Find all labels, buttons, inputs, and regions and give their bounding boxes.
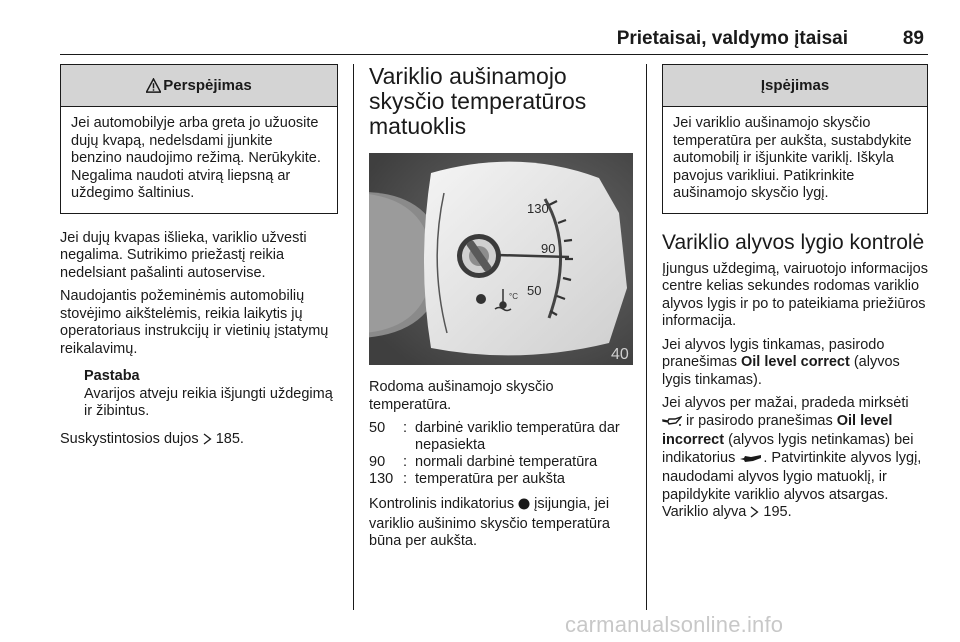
reference-lpg-text: Suskystintosios dujos	[60, 430, 199, 447]
gauge-label-50: 50	[527, 283, 542, 298]
spec-sep: :	[403, 420, 408, 436]
reference-lpg	[60, 431, 338, 451]
oil-incorrect-b: ir pasirodo pranešimas	[686, 412, 833, 429]
indicator-text-before: Kontrolinis indikatorius	[369, 496, 515, 512]
caution-box-heading: Įspėjimas	[663, 65, 927, 107]
oil-level-icon	[739, 452, 763, 470]
oil-incorrect-a: Jei alyvos per mažai, pradeda mirksėti	[662, 395, 909, 411]
watermark: carmanualsonline.info	[565, 612, 784, 637]
oil-correct-before: Jei alyvos lygis tinkamas, pasirodo pranešimas	[662, 336, 885, 370]
spec-sep: :	[403, 454, 408, 470]
warning-box-text: Jei automobilyje arba greta jo užuosite dujų kvapą, nedelsdami įjunkite benzino naudojimo režimą. Nerūkykite. Negalima naudoti atvirą liepsną ar uždegimo šaltinius.	[71, 115, 321, 201]
warning-box-heading	[61, 65, 337, 107]
paragraph-gas-smell: Jei dujų kvapas išlieka, variklio užvesti negalima. Sutrikimo priežastį reikia nedelsiant pašalinti autoservise.	[60, 229, 307, 281]
oil-can-icon	[662, 415, 682, 433]
note-text: Avarijos atveju reikia išjungti uždegimą ir žibintus.	[84, 385, 333, 419]
spec-value: 50	[369, 420, 386, 436]
caution-box-text: Jei variklio aušinamojo skysčio temperatūra per aukšta, sustabdykite automobilį ir išjunkite variklį. Iškyla pavojus varikliui. Patikrinkite aušinamojo skysčio lygį.	[673, 115, 912, 201]
warning-box	[60, 64, 338, 214]
page-title: Prietaisai, valdymo įtaisai	[616, 28, 848, 49]
oil-incorrect-message: Oil level incorrect	[662, 412, 893, 448]
coolant-gauge-photo	[369, 153, 633, 365]
page-reference-arrow-icon	[203, 433, 212, 451]
svg-text:°C: °C	[509, 292, 518, 301]
page-reference-arrow-icon	[750, 506, 759, 524]
column-left	[60, 64, 338, 456]
column-right	[662, 64, 928, 530]
column-middle	[369, 64, 633, 557]
oil-level-heading: Variklio alyvos lygio kontrolė	[662, 230, 925, 254]
gauge-label-cut: 40	[611, 346, 629, 363]
page-number: 89	[902, 28, 924, 49]
paragraph-indicator	[369, 496, 633, 551]
paragraph-oil-display: Įjungus uždegimą, vairuotojo informacijos centre kelias sekundes rodomas variklio alyvos lygis ir po to pateikiama priežiūros informacija.	[662, 260, 928, 329]
temperature-spec-list	[369, 420, 633, 488]
indicator-lamp-icon	[476, 294, 486, 304]
gauge-label-90: 90	[541, 241, 556, 256]
oil-correct-message: Oil level correct	[740, 354, 850, 370]
paragraph-oil-correct	[662, 337, 928, 390]
spec-value: 90	[369, 454, 386, 470]
indicator-text-after: įsijungia, jei variklio aušinimo skysčio temperatūra būna per aukšta.	[369, 496, 610, 549]
caution-box	[662, 64, 928, 214]
spec-text: temperatūra per aukšta	[415, 471, 565, 487]
gauge-caption: Rodoma aušinamojo skysčio temperatūra.	[369, 379, 554, 413]
note-title: Pastaba	[84, 368, 140, 384]
warning-triangle-icon	[146, 68, 161, 110]
warning-box-title: Perspėjimas	[163, 77, 252, 94]
column-divider-1	[353, 64, 354, 610]
reference-lpg-page[interactable]: 185.	[215, 430, 244, 447]
reference-oil-page[interactable]: 195.	[763, 504, 792, 520]
filled-circle-indicator-icon	[518, 498, 530, 516]
paragraph-oil-incorrect	[662, 395, 928, 524]
coolant-gauge-heading: Variklio aušinamojo skysčio temperatūros matuoklis	[369, 63, 587, 139]
gauge-label-130: 130	[527, 201, 549, 216]
spec-text: normali darbinė temperatūra	[415, 454, 598, 470]
oil-correct-after: (alyvos lygis tinkamas).	[662, 354, 900, 388]
column-divider-2	[646, 64, 647, 610]
page-header	[60, 28, 928, 56]
note-block	[60, 368, 338, 421]
header-rule	[60, 54, 928, 55]
spec-text: darbinė variklio temperatūra dar nepasiekta	[415, 420, 620, 453]
spec-value: 130	[369, 471, 394, 487]
paragraph-underground-parking: Naudojantis požeminėmis automobilių stovėjimo aikštelėmis, reikia laikytis jų operatoriaus instrukcijų ir vietinių įstatymų reikalavimų.	[60, 288, 329, 357]
oil-incorrect-d: . Patvirtinkite alyvos lygį, naudodami alyvos lygio matuoklį, ir papildykite variklio alyvos atsargas. Variklio alyva	[662, 449, 922, 520]
spec-sep: :	[403, 471, 408, 487]
oil-incorrect-c: (alyvos lygis netinkamas) bei indikatorius	[662, 432, 914, 466]
